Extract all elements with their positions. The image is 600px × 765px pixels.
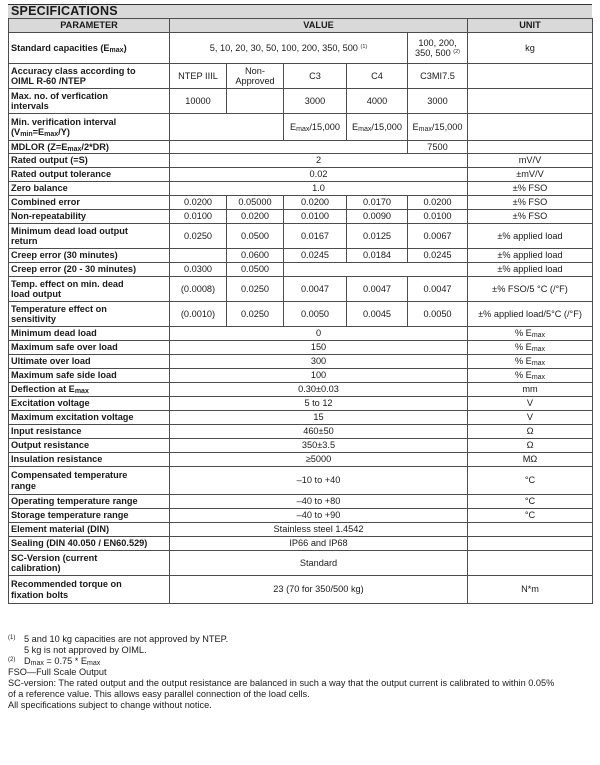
section-title: SPECIFICATIONS (11, 4, 118, 18)
parameter-label: Ultimate over load (9, 355, 170, 369)
table-row (9, 64, 593, 89)
value-cell: IP66 and IP68 (170, 537, 468, 551)
unit-cell (468, 551, 593, 576)
unit-cell (468, 523, 593, 537)
value-cell: Standard (170, 551, 468, 576)
parameter-label: Sealing (DIN 40.050 / EN60.529) (9, 537, 170, 551)
unit-cell (468, 114, 593, 141)
unit-cell: °C (468, 509, 593, 523)
header-row (9, 19, 593, 33)
value-cell: 3000 (284, 89, 347, 114)
table-row (9, 439, 593, 453)
unit-cell: mm (468, 383, 593, 397)
value-cell: –40 to +90 (170, 509, 468, 523)
parameter-label: Element material (DIN) (9, 523, 170, 537)
parameter-label: Min. verification interval $(V_{min}=E_{max}/Y)$ (9, 114, 170, 141)
value-cell: $E_{max}/15,000$ (284, 114, 347, 141)
value-cell: NTEP IIIL (170, 64, 227, 89)
header-unit: UNIT (468, 19, 593, 33)
value-cell: 0.0047 (408, 277, 468, 302)
parameter-label: MDLOR $(Z=E_{max}/2*DR)$ (9, 141, 170, 154)
table-row (9, 537, 593, 551)
parameter-label: Accuracy class according to OIML R-60 /NTEP (9, 64, 170, 89)
table-row (9, 369, 593, 383)
table-row (9, 341, 593, 355)
footnote-marker: (2) (8, 657, 16, 663)
value-cell: 2 (170, 154, 468, 168)
value-cell: 7500 (408, 141, 468, 154)
unit-cell: ±% applied load (468, 224, 593, 249)
footnotes (8, 634, 598, 711)
specifications-table (8, 18, 593, 604)
table-row (9, 551, 593, 576)
header-value: VALUE (170, 19, 468, 33)
parameter-label: Maximum safe over load (9, 341, 170, 355)
table-row (9, 89, 593, 114)
value-cell: 350±3.5 (170, 439, 468, 453)
value-cell: C4 (347, 64, 408, 89)
parameter-label: Operating temperature range (9, 495, 170, 509)
value-cell: 4000 (347, 89, 408, 114)
parameter-label: Temperature effect on sensitivity (9, 302, 170, 327)
table-row (9, 411, 593, 425)
unit-cell: Ω (468, 439, 593, 453)
value-cell: 0.0100 (170, 210, 227, 224)
value-cell: 0.0600 (227, 249, 284, 263)
disclaimer-note: All specifications subject to change without notice. (8, 700, 212, 710)
value-cell: 100 (170, 369, 468, 383)
unit-cell: °C (468, 467, 593, 495)
table-row (9, 576, 593, 604)
value-cell: 0.0047 (347, 277, 408, 302)
unit-cell: ±% FSO/5 °C (/°F) (468, 277, 593, 302)
unit-cell: % $E_{max}$ (468, 369, 593, 383)
table-row (9, 355, 593, 369)
value-cell: 460±50 (170, 425, 468, 439)
parameter-label: Combined error (9, 196, 170, 210)
value-cell: 300 (170, 355, 468, 369)
footnote-2: (2) $D_{max} = 0.75 * E_{max}$ (8, 656, 101, 667)
unit-cell (468, 141, 593, 154)
unit-cell (468, 537, 593, 551)
value-cell: 0.0100 (408, 210, 468, 224)
value-cell: 150 (170, 341, 468, 355)
table-row (9, 495, 593, 509)
value-cell (170, 141, 408, 154)
value-cell (227, 89, 284, 114)
unit-cell: °C (468, 495, 593, 509)
table-row (9, 467, 593, 495)
value-cell: 5, 10, 20, 30, 50, 100, 200, 350, 500 $^{(1)}$ (170, 33, 408, 64)
footnote-1: (1) 5 and 10 kg capacities are not approved by NTEP. 5 kg is not approved by OIML. (8, 634, 229, 655)
table-row (9, 523, 593, 537)
header-parameter: PARAMETER (9, 19, 170, 33)
value-cell: 0.0300 (170, 263, 227, 277)
unit-cell: V (468, 397, 593, 411)
parameter-label: Creep error (30 minutes) (9, 249, 170, 263)
parameter-label: Insulation resistance (9, 453, 170, 467)
value-cell: ≥5000 (170, 453, 468, 467)
value-cell: 0.0047 (284, 277, 347, 302)
value-cell: 15 (170, 411, 468, 425)
value-cell: 0.0170 (347, 196, 408, 210)
unit-cell (468, 89, 593, 114)
unit-cell: N*m (468, 576, 593, 604)
value-cell: 0.0250 (170, 224, 227, 249)
table-row (9, 302, 593, 327)
value-cell: 0.0167 (284, 224, 347, 249)
value-cell (284, 263, 468, 277)
parameter-label: Minimum dead load output return (9, 224, 170, 249)
value-cell: $E_{max}/15,000$ (408, 114, 468, 141)
value-cell: 0.0500 (227, 224, 284, 249)
value-cell: 0.0200 (284, 196, 347, 210)
value-cell: 100, 200, 350, 500 $^{(2)}$ (408, 33, 468, 64)
unit-cell: kg (468, 33, 593, 64)
parameter-label: Non-repeatability (9, 210, 170, 224)
value-cell (170, 249, 227, 263)
value-cell: 0.0067 (408, 224, 468, 249)
parameter-label: Minimum dead load (9, 327, 170, 341)
value-cell: 0.0200 (227, 210, 284, 224)
value-cell: 10000 (170, 89, 227, 114)
table-row (9, 210, 593, 224)
parameter-label: Zero balance (9, 182, 170, 196)
value-cell: 0.0245 (408, 249, 468, 263)
table-row (9, 224, 593, 249)
table-row (9, 141, 593, 154)
value-cell: 0.05000 (227, 196, 284, 210)
unit-cell: ±% FSO (468, 196, 593, 210)
parameter-label: Compensated temperature range (9, 467, 170, 495)
value-cell: 0.0125 (347, 224, 408, 249)
value-cell: 5 to 12 (170, 397, 468, 411)
fso-note: FSO—Full Scale Output (8, 667, 107, 677)
value-cell: 0.0184 (347, 249, 408, 263)
parameter-label: Output resistance (9, 439, 170, 453)
parameter-label: Maximum excitation voltage (9, 411, 170, 425)
table-row (9, 182, 593, 196)
value-cell: 0.30±0.03 (170, 383, 468, 397)
sc-version-note: SC-version: The rated output and the output resistance are balanced in such a way that the output current is calibrated to within 0.05% of a reference value. This allows easy parallel connection of the load cells. (8, 678, 555, 699)
unit-cell: % $E_{max}$ (468, 355, 593, 369)
value-cell: 0.0200 (170, 196, 227, 210)
value-cell: 0.0100 (284, 210, 347, 224)
value-cell: 0 (170, 327, 468, 341)
table-row (9, 397, 593, 411)
table-row (9, 33, 593, 64)
parameter-label: Rated output (=S) (9, 154, 170, 168)
value-cell: 0.0250 (227, 277, 284, 302)
parameter-label: Storage temperature range (9, 509, 170, 523)
table-row (9, 249, 593, 263)
unit-cell: ±% applied load (468, 263, 593, 277)
parameter-label: SC-Version (current calibration) (9, 551, 170, 576)
value-cell: –40 to +80 (170, 495, 468, 509)
value-cell: 0.0250 (227, 302, 284, 327)
value-cell: Stainless steel 1.4542 (170, 523, 468, 537)
unit-cell: ±% FSO (468, 182, 593, 196)
table-row (9, 327, 593, 341)
parameter-label: Max. no. of verfication intervals (9, 89, 170, 114)
table-row (9, 168, 593, 182)
value-cell: 23 (70 for 350/500 kg) (170, 576, 468, 604)
parameter-label: Standard capacities $(E_{max})$ (9, 33, 170, 64)
value-cell: $E_{max}/15,000$ (347, 114, 408, 141)
parameter-label: Maximum safe side load (9, 369, 170, 383)
value-cell: C3 (284, 64, 347, 89)
unit-cell: Ω (468, 425, 593, 439)
section-title-bar (8, 4, 592, 18)
unit-cell: ±% applied load/5°C (/°F) (468, 302, 593, 327)
table-row (9, 453, 593, 467)
unit-cell: ±mV/V (468, 168, 593, 182)
table-row (9, 383, 593, 397)
parameter-label: Creep error (20 - 30 minutes) (9, 263, 170, 277)
value-cell: (0.0010) (170, 302, 227, 327)
value-cell: (0.0008) (170, 277, 227, 302)
table-row (9, 425, 593, 439)
parameter-label: Deflection at $E_{max}$ (9, 383, 170, 397)
unit-cell: mV/V (468, 154, 593, 168)
table-row (9, 196, 593, 210)
table-row (9, 277, 593, 302)
table-row (9, 509, 593, 523)
table-row (9, 263, 593, 277)
value-cell: 1.0 (170, 182, 468, 196)
value-cell (170, 114, 284, 141)
value-cell: 3000 (408, 89, 468, 114)
parameter-label: Recommended torque on fixation bolts (9, 576, 170, 604)
value-cell: 0.0245 (284, 249, 347, 263)
table-row (9, 154, 593, 168)
value-cell: 0.0050 (408, 302, 468, 327)
unit-cell: % $E_{max}$ (468, 327, 593, 341)
table-row (9, 114, 593, 141)
unit-cell: MΩ (468, 453, 593, 467)
unit-cell: V (468, 411, 593, 425)
value-cell: 0.0200 (408, 196, 468, 210)
value-cell: 0.0045 (347, 302, 408, 327)
unit-cell: ±% FSO (468, 210, 593, 224)
value-cell: Non- Approved (227, 64, 284, 89)
parameter-label: Temp. effect on min. dead load output (9, 277, 170, 302)
parameter-label: Excitation voltage (9, 397, 170, 411)
value-cell: –10 to +40 (170, 467, 468, 495)
value-cell: 0.02 (170, 168, 468, 182)
parameter-label: Input resistance (9, 425, 170, 439)
unit-cell: ±% applied load (468, 249, 593, 263)
unit-cell (468, 64, 593, 89)
parameter-label: Rated output tolerance (9, 168, 170, 182)
unit-cell: % $E_{max}$ (468, 341, 593, 355)
value-cell: 0.0050 (284, 302, 347, 327)
value-cell: C3MI7.5 (408, 64, 468, 89)
value-cell: 0.0090 (347, 210, 408, 224)
value-cell: 0.0500 (227, 263, 284, 277)
footnote-marker: (1) (8, 635, 16, 641)
